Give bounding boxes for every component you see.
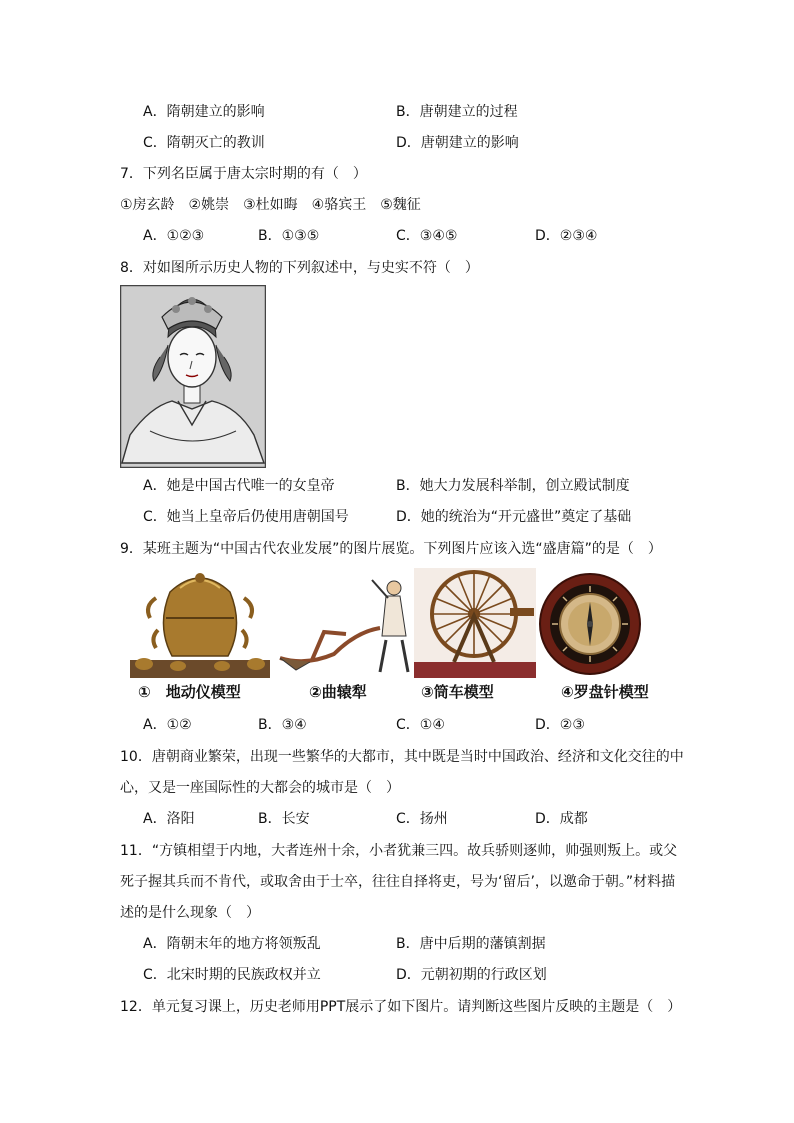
q6-option-d[interactable]: D．唐朝建立的影响 bbox=[396, 135, 519, 151]
q7-option-d[interactable]: D．②③④ bbox=[535, 228, 598, 244]
q10-stem-line2: 心，又是一座国际性的大都会的城市是（ ） bbox=[120, 780, 400, 796]
q7-items: ①房玄龄 ②姚崇 ③杜如晦 ④骆宾王 ⑤魏征 bbox=[120, 197, 421, 213]
caption-curved-plow: ②曲辕犁 bbox=[309, 683, 367, 701]
q11-stem-line1: 11．“方镇相望于内地，大者连州十余，小者犹兼三四。故兵骄则逐帅，帅强则叛上。或父 bbox=[120, 843, 678, 859]
q8-option-b[interactable]: B．她大力发展科举制，创立殿试制度 bbox=[396, 478, 630, 494]
q9-option-b[interactable]: B．③④ bbox=[258, 717, 307, 733]
q9-stem: 9．某班主题为“中国古代农业发展”的图片展览。下列图片应该入选“盛唐篇”的是（ ） bbox=[120, 541, 662, 557]
empress-portrait-image bbox=[120, 285, 266, 468]
q9-option-c[interactable]: C．①④ bbox=[396, 717, 445, 733]
q10-option-a[interactable]: A．洛阳 bbox=[143, 811, 195, 827]
q8-option-a[interactable]: A．她是中国古代唯一的女皇帝 bbox=[143, 478, 335, 494]
q11-option-a[interactable]: A．隋朝末年的地方将领叛乱 bbox=[143, 936, 321, 952]
q7-option-b[interactable]: B．①③⑤ bbox=[258, 228, 320, 244]
caption-seismograph: ① 地动仪模型 bbox=[138, 683, 241, 701]
q11-option-d[interactable]: D．元朝初期的行政区划 bbox=[396, 967, 547, 983]
curved-plow-image bbox=[276, 574, 414, 678]
q10-stem-line1: 10．唐朝商业繁荣，出现一些繁华的大都市，其中既是当时中国政治、经济和文化交往的中 bbox=[120, 749, 684, 765]
compass-model-image bbox=[538, 572, 642, 676]
q12-stem: 12．单元复习课上，历史老师用PPT展示了如下图片。请判断这些图片反映的主题是（ ） bbox=[120, 999, 682, 1015]
q6-option-a[interactable]: A．隋朝建立的影响 bbox=[143, 104, 265, 120]
q8-option-c[interactable]: C．她当上皇帝后仍使用唐朝国号 bbox=[143, 509, 349, 525]
q9-option-d[interactable]: D．②③ bbox=[535, 717, 585, 733]
seismograph-model-image bbox=[130, 568, 270, 678]
q6-option-c[interactable]: C．隋朝灭亡的教训 bbox=[143, 135, 265, 151]
q10-option-d[interactable]: D．成都 bbox=[535, 811, 588, 827]
q11-stem-line3: 述的是什么现象（ ） bbox=[120, 905, 260, 921]
q9-option-a[interactable]: A．①② bbox=[143, 717, 192, 733]
q10-option-c[interactable]: C．扬州 bbox=[396, 811, 448, 827]
q11-option-b[interactable]: B．唐中后期的藩镇割据 bbox=[396, 936, 546, 952]
q6-option-b[interactable]: B．唐朝建立的过程 bbox=[396, 104, 518, 120]
caption-water-wheel: ③筒车模型 bbox=[421, 683, 494, 701]
q8-stem: 8．对如图所示历史人物的下列叙述中，与史实不符（ ） bbox=[120, 260, 479, 276]
q7-stem: 7．下列名臣属于唐太宗时期的有（ ） bbox=[120, 166, 367, 182]
q11-stem-line2: 死子握其兵而不肯代，或取舍由于士卒，往往自择将吏，号为‘留后’，以邀命于朝。”材料描 bbox=[120, 874, 676, 890]
caption-compass: ④罗盘针模型 bbox=[561, 683, 649, 701]
q8-option-d[interactable]: D．她的统治为“开元盛世”奠定了基础 bbox=[396, 509, 632, 525]
q11-option-c[interactable]: C．北宋时期的民族政权并立 bbox=[143, 967, 321, 983]
water-wheel-model-image bbox=[414, 568, 536, 678]
q7-option-c[interactable]: C．③④⑤ bbox=[396, 228, 458, 244]
q10-option-b[interactable]: B．长安 bbox=[258, 811, 310, 827]
q7-option-a[interactable]: A．①②③ bbox=[143, 228, 205, 244]
